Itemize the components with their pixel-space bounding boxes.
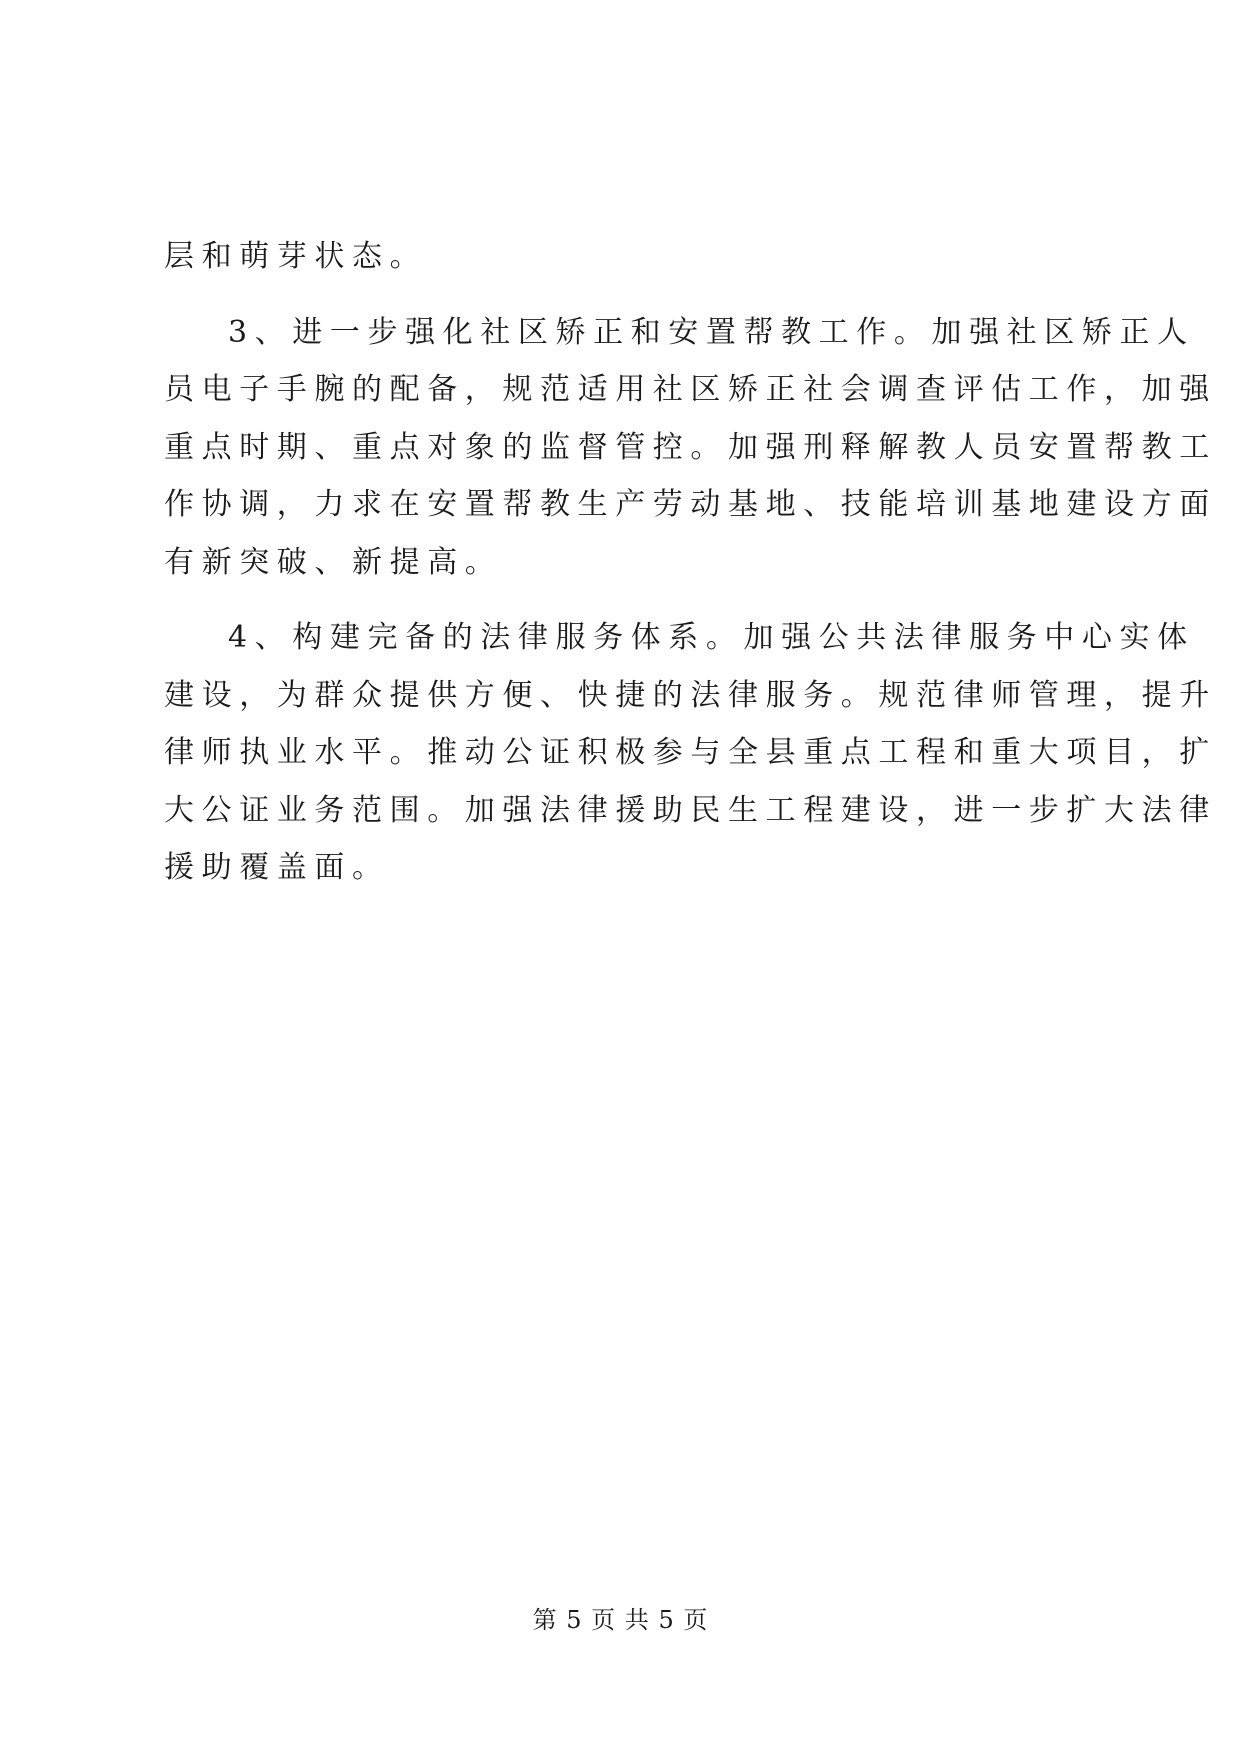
paragraph-item-3 [164,304,1217,592]
text-line: 援助覆盖面。 [164,850,390,885]
text-line: 3、进一步强化社区矫正和安置帮教工作。加强社区矫正人 [228,314,1195,350]
text-line: 重点时期、重点对象的监督管控。加强刑释解教人员安置帮教工 [164,429,1217,465]
text-line: 4、构建完备的法律服务体系。加强公共法律服务中心实体 [228,620,1195,655]
text-line: 作协调，力求在安置帮教生产劳动基地、技能培训基地建设方面 [164,487,1217,522]
text-line: 大公证业务范围。加强法律援助民生工程建设，进一步扩大法律 [164,792,1217,828]
document-body [164,228,1217,897]
text-line: 层和萌芽状态。 [164,239,428,274]
text-line: 律师执业水平。推动公证积极参与全县重点工程和重大项目，扩 [164,735,1217,770]
text-line: 有新突破、新提高。 [164,544,503,580]
page-number-footer: 第 5 页 共 5 页 [532,1606,709,1634]
paragraph-continuation [164,228,1084,286]
paragraph-item-4 [164,609,1217,897]
text-line: 员电子手腕的配备，规范适用社区矫正社会调查评估工作，加强 [164,372,1217,407]
text-line: 建设，为群众提供方便、快捷的法律服务。规范律师管理，提升 [164,677,1217,713]
